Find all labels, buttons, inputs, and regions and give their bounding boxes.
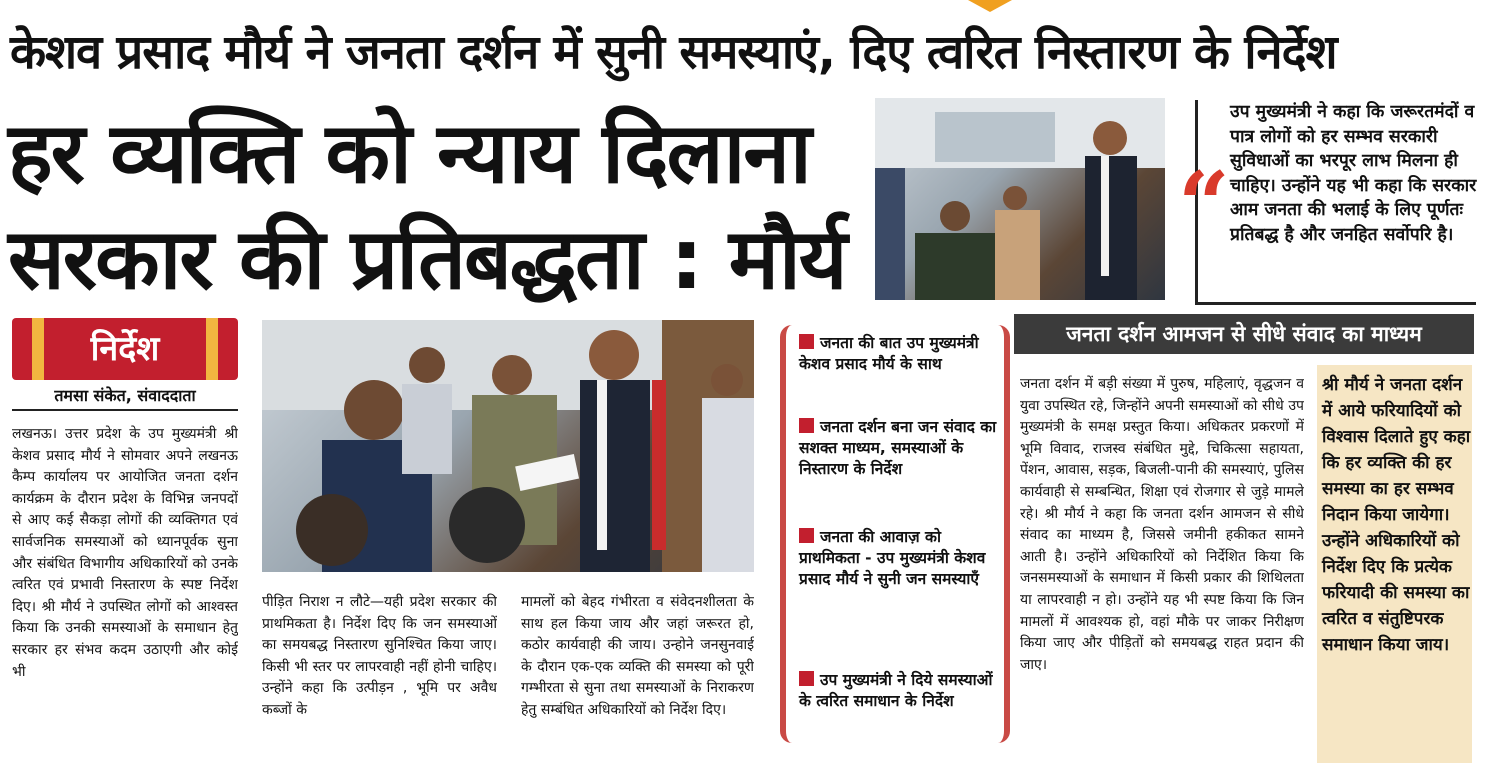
top-strip [0,0,1487,8]
main-headline [8,100,868,312]
article-column-3: मामलों को बेहद गंभीरता व संवेदनशीलता के साथ हल किया जाय और जहां जरूरत हो, कठोर कार्यवाही की जाय। उन्होने जनसुनवाई के दौरान एक-एक व्यक्ति की समस्या को पूरी गम्भीरता से सुना तथा समस्याओं के निराकरण हेतु सम्बंधित अधिकारियों को निर्देश दिए। [521,594,754,718]
headline-line-2: सरकार की प्रतिबद्धता : मौर्य [8,210,846,308]
highlight-item: जनता की बात उप मुख्यमंत्री केशव प्रसाद मौर्य के साथ [799,334,979,373]
sidebar-text: श्री मौर्य ने जनता दर्शन में आये फरियादियों को विश्वास दिलाते हुए कहा कि हर व्यक्ति की हर समस्या का हर सम्भव निदान किया जायेगा। उन्होंने अधिकारियों को निर्देश दिए कि प्रत्येक फरियादी की समस्या का त्वरित व संतुष्टिपरक समाधान किया जाय। [1322,375,1471,655]
section-label-box [12,318,238,380]
top-marker-icon [968,0,1012,12]
pull-quote: उप मुख्यमंत्री ने कहा कि जरूरतमंदों व पात्र लोगों को हर सम्भव सरकारी सुविधाओं का भरपूर लाभ मिलना ही चाहिए। उन्होंने यह भी कहा कि सरकार आम जनता की भलाई के लिए पूर्णतः प्रतिबद्ध है और जनहित सर्वोपरि है। [1230,102,1477,245]
bullet-icon [799,528,814,543]
section-label: निर्देश [90,329,160,369]
article-column-1: लखनऊ। उत्तर प्रदेश के उप मुख्यमंत्री श्री केशव प्रसाद मौर्य ने सोमवार अपने लखनऊ कैम्प कार्यालय पर आयोजित जनता दर्शन कार्यक्रम के दौरान प्रदेश के विभिन्न जनपदों से आए कई सैकड़ा लोगों की व्यक्तिगत एवं सार्वजनिक समस्याओं को ध्यानपूर्वक सुना और संबंधित विभागीय अधिकारियों को उनके त्वरित एवं प्रभावी निस्तारण के स्पष्ट निर्देश दिए। श्री मौर्य ने उपस्थित लोगों को आश्वस्त किया कि उनकी समस्याओं के समाधान हेतु सरकार हर संभव कदम उठाएगी और कोई भी [12,426,238,680]
kicker-headline: केशव प्रसाद मौर्य ने जनता दर्शन में सुनी समस्याएं, दिए त्वरित निस्तारण के निर्देश [10,25,1337,80]
quote-mark-icon: “ [1178,152,1230,258]
highlight-item: जनता की आवाज़ को प्राथमिकता - उप मुख्यमंत्री केशव प्रसाद मौर्य ने सुनी जन समस्याएँ [799,528,986,588]
bullet-icon [799,671,814,686]
center-photo [262,320,754,572]
highlight-item: जनता दर्शन बना जन संवाद का सशक्त माध्यम, समस्याओं के निस्तारण के निर्देश [799,418,997,478]
byline: तमसा संकेत, संवाददाता [54,386,196,405]
headline-line-1: हर व्यक्ति को न्याय दिलाना [8,104,810,202]
highlight-item: उप मुख्यमंत्री ने दिये समस्याओं के त्वरित समाधान के निर्देश [799,671,993,710]
highlights-box [780,325,1010,743]
subheading-band: जनता दर्शन आमजन से सीधे संवाद का माध्यम [1014,314,1474,354]
divider [12,409,238,411]
bullet-icon [799,418,814,433]
bullet-icon [799,334,814,349]
article-column-2: पीड़ित निराश न लौटे—यही प्रदेश सरकार की प्राथमिकता है। निर्देश दिए कि जन समस्याओं का समयबद्ध निस्तारण सुनिश्चित किया जाए। किसी भी स्तर पर लापरवाही नहीं होनी चाहिए।उन्होंने कहा कि उत्पीड़न , भूमि पर अवैध कब्जों के [262,594,497,718]
top-photo [875,98,1165,300]
article-column-4: जनता दर्शन में बड़ी संख्या में पुरुष, महिलाएं, वृद्धजन व युवा उपस्थित रहे, जिन्होंने अपनी समस्याओं को सीधे उप मुख्यमंत्री के समक्ष प्रस्तुत किया। अधिकतर प्रकरणों में भूमि विवाद, राजस्व संबंधित मुद्दे, चिकित्सा सहायता, पेंशन, आवास, सड़क, बिजली-पानी की समस्याएं, पुलिस कार्यवाही से सम्बन्धित, शिक्षा एवं रोजगार से जुड़े मामले रहे। श्री मौर्य ने कहा कि जनता दर्शन आमजन से सीधे संवाद का माध्यम है, जिससे जमीनी हकीकत सामने आती है। उन्होंने अधिकारियों को निर्देशित किया कि जनसमस्याओं के समाधान में किसी प्रकार की शिथिलता या लापरवाही न हो। उन्होंने यह भी स्पष्ट किया कि जिन मामलों में आवश्यक हो, वहां मौके पर जाकर निरीक्षण किया जाए और पीड़ितों को समयबद्ध राहत प्रदान की जाए। [1020,376,1304,673]
